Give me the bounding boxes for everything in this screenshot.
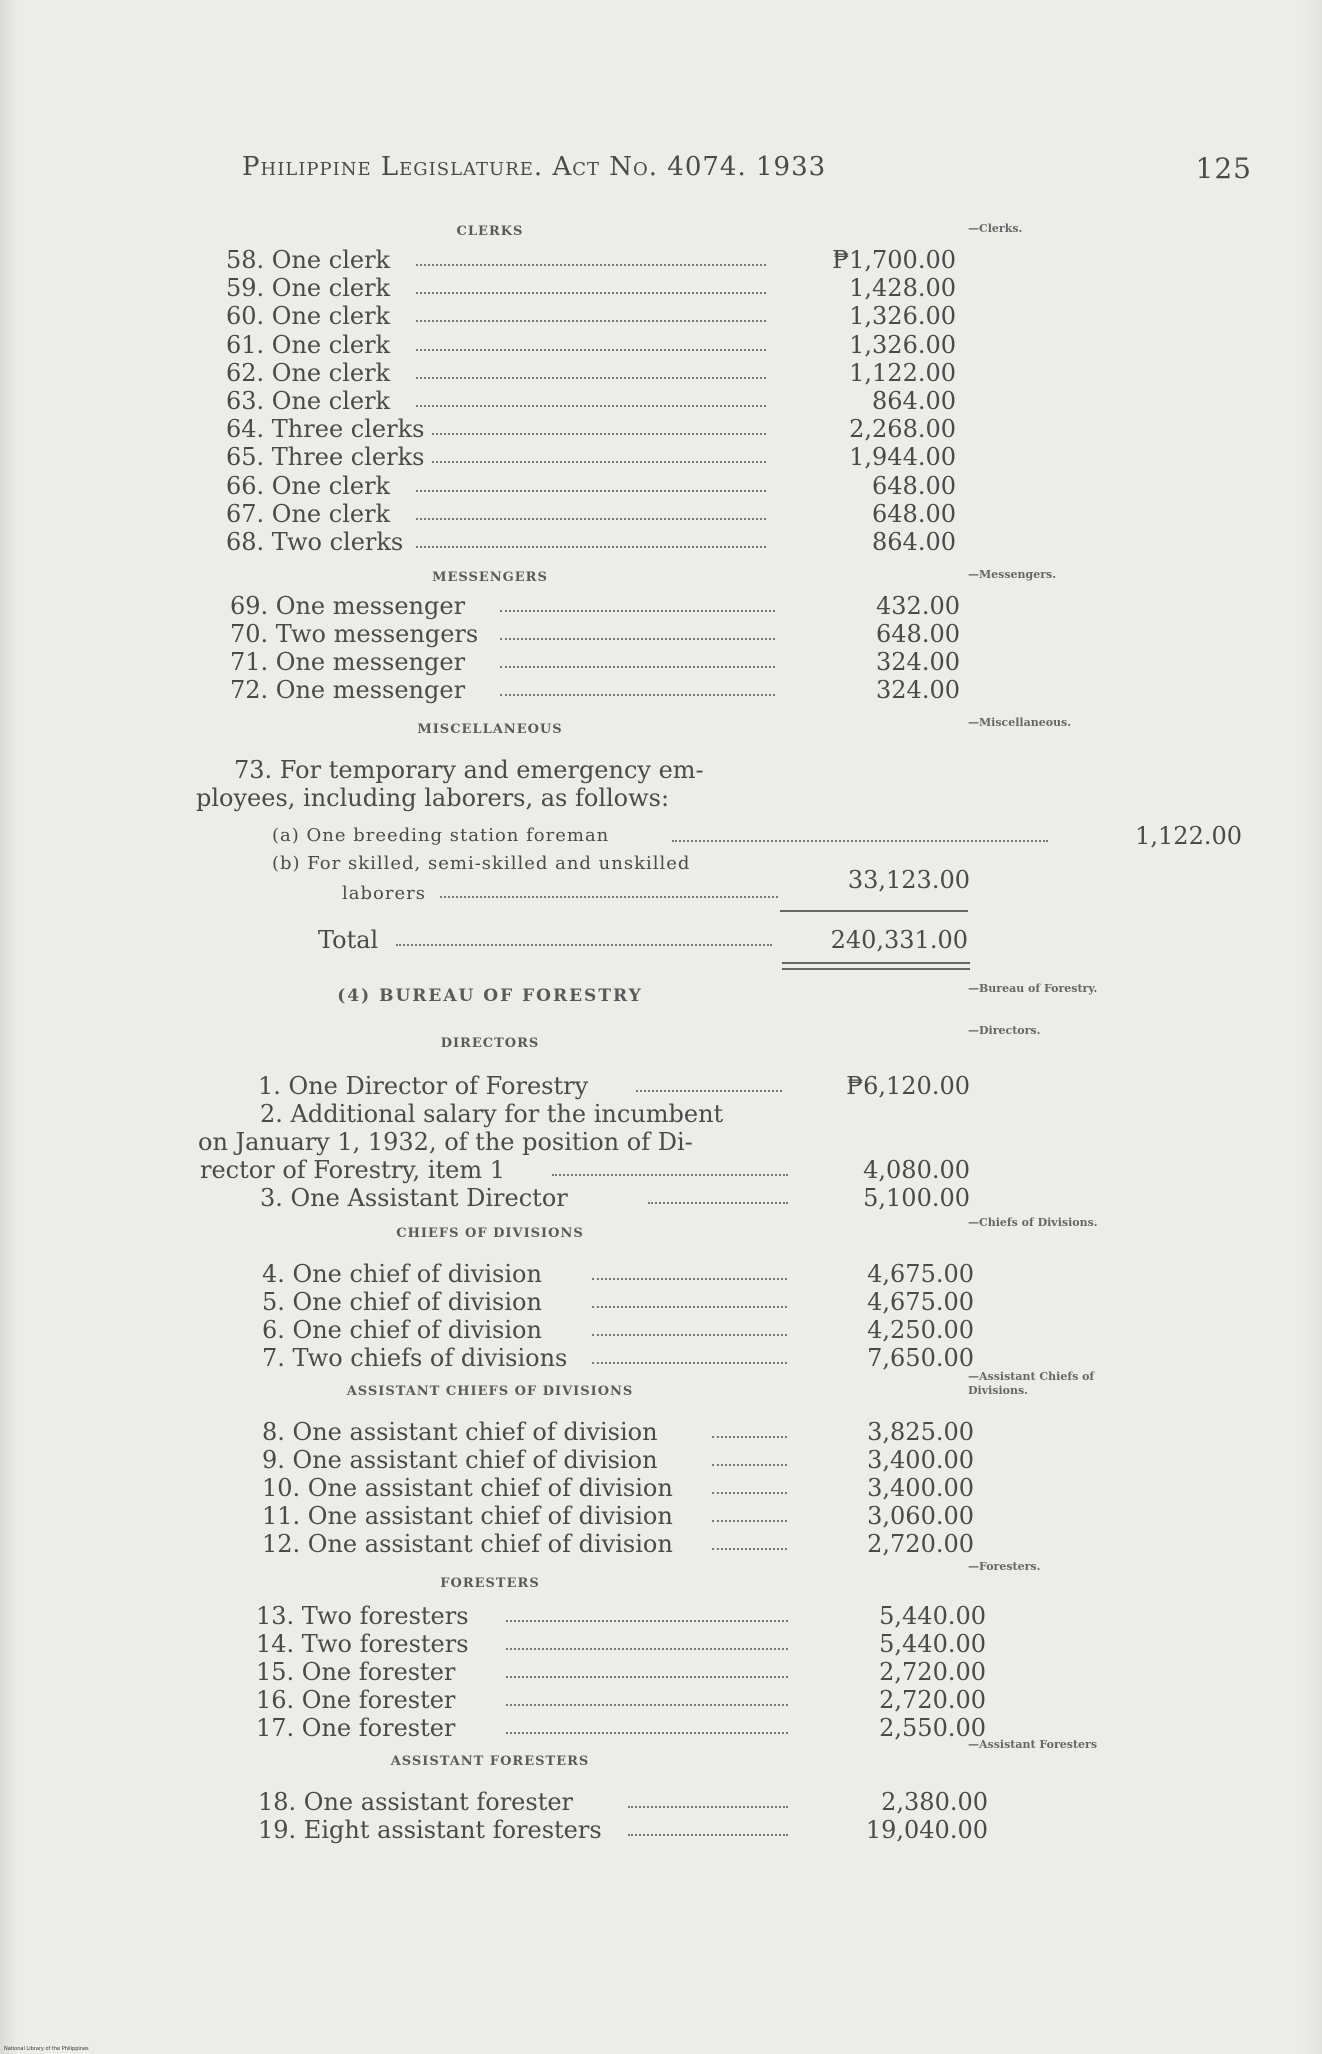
line-item bbox=[226, 302, 986, 330]
line-item-amount: 4,250.00 bbox=[867, 1316, 974, 1344]
leader-dots bbox=[628, 1800, 788, 1808]
line-item bbox=[258, 1816, 988, 1844]
leader-dots bbox=[592, 1328, 787, 1336]
leader-dots bbox=[416, 314, 766, 322]
line-item-amount: 1,944.00 bbox=[849, 443, 956, 471]
running-header bbox=[242, 152, 1252, 192]
leader-dots bbox=[416, 343, 766, 351]
leader-dots bbox=[712, 1458, 787, 1466]
total-double-rule-top bbox=[782, 962, 970, 964]
line-item bbox=[226, 472, 986, 500]
margin-note-assistant-chiefs-line-2: Divisions. bbox=[968, 1384, 1029, 1397]
line-item-label: 9. One assistant chief of division bbox=[262, 1446, 658, 1474]
misc-paragraph-line-2: ployees, including laborers, as follows: bbox=[196, 784, 670, 812]
leader-dots bbox=[712, 1542, 787, 1550]
line-item-label: 59. One clerk bbox=[226, 274, 391, 302]
misc-sub-b-line-2: laborers bbox=[342, 883, 426, 904]
line-item-amount: 2,380.00 bbox=[881, 1788, 988, 1816]
line-item bbox=[230, 676, 990, 704]
line-item bbox=[226, 246, 986, 274]
misc-sub-b-amount: 33,123.00 bbox=[847, 866, 970, 894]
leader-dots bbox=[672, 834, 1048, 842]
line-item bbox=[230, 620, 990, 648]
directors-item-2-line-2: on January 1, 1932, of the position of Di- bbox=[198, 1128, 693, 1156]
line-item-amount: 7,650.00 bbox=[867, 1344, 974, 1372]
line-item-label: 71. One messenger bbox=[230, 648, 466, 676]
line-item-label: 62. One clerk bbox=[226, 359, 391, 387]
misc-sub-b-amount-row bbox=[440, 866, 980, 894]
leader-dots bbox=[416, 484, 766, 492]
line-item bbox=[262, 1418, 982, 1446]
leader-dots bbox=[416, 258, 766, 266]
line-item-label: 19. Eight assistant foresters bbox=[258, 1816, 602, 1844]
margin-note-clerks: —Clerks. bbox=[968, 222, 1023, 235]
line-item-label: 61. One clerk bbox=[226, 331, 391, 359]
line-item bbox=[226, 331, 986, 359]
line-item-amount: 1,326.00 bbox=[849, 302, 956, 330]
line-item bbox=[226, 500, 986, 528]
line-item-amount: 19,040.00 bbox=[865, 1816, 988, 1844]
line-item bbox=[262, 1288, 982, 1316]
section-heading-miscellaneous: MISCELLANEOUS bbox=[417, 722, 563, 737]
leader-dots bbox=[416, 512, 766, 520]
leader-dots bbox=[500, 604, 775, 612]
leader-dots bbox=[628, 1828, 788, 1836]
margin-note-bureau-of-forestry: —Bureau of Forestry. bbox=[968, 982, 1098, 995]
directors-item-2-line-1: 2. Additional salary for the incumbent bbox=[260, 1100, 724, 1128]
leader-dots bbox=[416, 399, 766, 407]
leader-dots bbox=[592, 1272, 787, 1280]
line-item bbox=[262, 1344, 982, 1372]
line-item-amount: 432.00 bbox=[876, 592, 960, 620]
line-item-label: 10. One assistant chief of division bbox=[262, 1474, 673, 1502]
line-item bbox=[226, 387, 986, 415]
leader-dots bbox=[712, 1486, 787, 1494]
line-item-amount: 3,060.00 bbox=[867, 1502, 974, 1530]
section-heading-foresters: FORESTERS bbox=[440, 1576, 540, 1591]
margin-note-messengers: —Messengers. bbox=[968, 568, 1057, 581]
line-item bbox=[262, 1316, 982, 1344]
directors-item-3 bbox=[260, 1184, 980, 1212]
misc-sub-a-label: (a) One breeding station foreman bbox=[272, 825, 610, 846]
line-item-label: 6. One chief of division bbox=[262, 1316, 542, 1344]
line-item-amount: 648.00 bbox=[876, 620, 960, 648]
total-amount: 240,331.00 bbox=[830, 926, 968, 954]
line-item-amount: 5,440.00 bbox=[879, 1602, 986, 1630]
section-heading-bureau-of-forestry: (4) BUREAU OF FORESTRY bbox=[337, 986, 643, 1006]
line-item bbox=[226, 528, 986, 556]
line-item-amount: 2,268.00 bbox=[849, 415, 956, 443]
line-item bbox=[262, 1446, 982, 1474]
margin-note-foresters: —Foresters. bbox=[968, 1560, 1041, 1573]
line-item-label: 64. Three clerks bbox=[226, 415, 425, 443]
line-item-label: 70. Two messengers bbox=[230, 620, 479, 648]
line-item-amount: 2,720.00 bbox=[879, 1658, 986, 1686]
line-item bbox=[256, 1658, 986, 1686]
line-item-amount: 648.00 bbox=[872, 472, 956, 500]
section-heading-messengers: MESSENGERS bbox=[432, 570, 548, 585]
line-item-label: 58. One clerk bbox=[226, 246, 391, 274]
directors-item-1-amount: ₱6,120.00 bbox=[846, 1072, 970, 1100]
section-heading-clerks: CLERKS bbox=[456, 224, 524, 239]
line-item-label: 17. One forester bbox=[256, 1714, 456, 1742]
line-item-amount: 5,440.00 bbox=[879, 1630, 986, 1658]
line-item-label: 13. Two foresters bbox=[256, 1602, 469, 1630]
line-item bbox=[230, 648, 990, 676]
leader-dots bbox=[500, 632, 775, 640]
line-item bbox=[256, 1630, 986, 1658]
line-item-label: 68. Two clerks bbox=[226, 528, 404, 556]
line-item bbox=[226, 359, 986, 387]
line-item-amount: 3,400.00 bbox=[867, 1446, 974, 1474]
line-item-amount: ₱1,700.00 bbox=[832, 246, 956, 274]
section-heading-directors: DIRECTORS bbox=[440, 1036, 540, 1051]
line-item-label: 16. One forester bbox=[256, 1686, 456, 1714]
line-item-label: 8. One assistant chief of division bbox=[262, 1418, 658, 1446]
directors-item-1-label: 1. One Director of Forestry bbox=[258, 1072, 589, 1100]
line-item bbox=[262, 1530, 982, 1558]
misc-sub-b-line-1: (b) For skilled, semi-skilled and unskilled bbox=[272, 853, 691, 874]
line-item-label: 69. One messenger bbox=[230, 592, 466, 620]
line-item-label: 7. Two chiefs of divisions bbox=[262, 1344, 568, 1372]
leader-dots bbox=[592, 1300, 787, 1308]
line-item-amount: 4,675.00 bbox=[867, 1288, 974, 1316]
line-item-amount: 324.00 bbox=[876, 676, 960, 704]
leader-dots bbox=[592, 1356, 787, 1364]
leader-dots bbox=[506, 1614, 788, 1622]
line-item bbox=[256, 1686, 986, 1714]
total-label: Total bbox=[318, 926, 379, 954]
leader-dots bbox=[500, 660, 775, 668]
leader-dots bbox=[432, 427, 766, 435]
misc-sub-a-amount: 1,122.00 bbox=[1135, 822, 1242, 850]
line-item-label: 4. One chief of division bbox=[262, 1260, 542, 1288]
margin-note-chiefs-of-divisions: —Chiefs of Divisions. bbox=[968, 1216, 1098, 1229]
line-item-label: 72. One messenger bbox=[230, 676, 466, 704]
margin-note-assistant-chiefs-line-1: —Assistant Chiefs of bbox=[968, 1370, 1095, 1383]
line-item-label: 67. One clerk bbox=[226, 500, 391, 528]
line-item bbox=[262, 1260, 982, 1288]
leader-dots bbox=[506, 1642, 788, 1650]
leader-dots bbox=[416, 286, 766, 294]
line-item bbox=[230, 592, 990, 620]
line-item-label: 66. One clerk bbox=[226, 472, 391, 500]
leader-dots bbox=[636, 1084, 782, 1092]
line-item bbox=[262, 1474, 982, 1502]
line-item-amount: 2,720.00 bbox=[879, 1686, 986, 1714]
total-row bbox=[318, 926, 978, 954]
leader-dots bbox=[440, 890, 778, 898]
leader-dots bbox=[396, 938, 772, 946]
line-item-label: 11. One assistant chief of division bbox=[262, 1502, 673, 1530]
line-item bbox=[258, 1788, 988, 1816]
line-item-label: 14. Two foresters bbox=[256, 1630, 469, 1658]
line-item-amount: 2,720.00 bbox=[867, 1530, 974, 1558]
page-number: 125 bbox=[1195, 152, 1252, 185]
margin-note-miscellaneous: —Miscellaneous. bbox=[968, 716, 1072, 729]
line-item bbox=[226, 443, 986, 471]
line-item bbox=[256, 1714, 986, 1742]
margin-note-directors: —Directors. bbox=[968, 1024, 1041, 1037]
subtotal-rule bbox=[780, 910, 968, 912]
line-item bbox=[226, 415, 986, 443]
leader-dots bbox=[506, 1670, 788, 1678]
directors-item-1 bbox=[258, 1072, 978, 1100]
misc-paragraph-line-1: 73. For temporary and emergency em- bbox=[234, 756, 704, 784]
directors-item-2-last-line bbox=[200, 1156, 980, 1184]
leader-dots bbox=[648, 1196, 788, 1204]
line-item-amount: 1,428.00 bbox=[849, 274, 956, 302]
line-item-amount: 2,550.00 bbox=[879, 1714, 986, 1742]
leader-dots bbox=[552, 1168, 788, 1176]
directors-item-2-amount: 4,080.00 bbox=[863, 1156, 970, 1184]
misc-sub-a-row bbox=[272, 822, 1242, 850]
line-item-amount: 1,122.00 bbox=[849, 359, 956, 387]
line-item-label: 60. One clerk bbox=[226, 302, 391, 330]
leader-dots bbox=[712, 1430, 787, 1438]
line-item-label: 65. Three clerks bbox=[226, 443, 425, 471]
leader-dots bbox=[432, 455, 766, 463]
line-item-amount: 864.00 bbox=[872, 528, 956, 556]
line-item-label: 5. One chief of division bbox=[262, 1288, 542, 1316]
line-item-amount: 1,326.00 bbox=[849, 331, 956, 359]
margin-note-assistant-chiefs bbox=[968, 1370, 1178, 1398]
directors-item-3-label: 3. One Assistant Director bbox=[260, 1184, 568, 1212]
line-item-amount: 3,825.00 bbox=[867, 1418, 974, 1446]
header-title: Philippine Legislature. Act No. 4074. 1933 bbox=[242, 152, 827, 182]
leader-dots bbox=[416, 540, 766, 548]
line-item-label: 12. One assistant chief of division bbox=[262, 1530, 673, 1558]
scan-credit: National Library of the Philippines bbox=[4, 2046, 89, 2052]
line-item-amount: 324.00 bbox=[876, 648, 960, 676]
margin-note-assistant-foresters: —Assistant Foresters bbox=[968, 1738, 1098, 1751]
line-item-amount: 648.00 bbox=[872, 500, 956, 528]
leader-dots bbox=[712, 1514, 787, 1522]
line-item-amount: 864.00 bbox=[872, 387, 956, 415]
line-item-amount: 4,675.00 bbox=[867, 1260, 974, 1288]
leader-dots bbox=[416, 371, 766, 379]
section-heading-assistant-chiefs: ASSISTANT CHIEFS OF DIVISIONS bbox=[346, 1384, 634, 1399]
line-item-label: 15. One forester bbox=[256, 1658, 456, 1686]
line-item-amount: 3,400.00 bbox=[867, 1474, 974, 1502]
directors-item-2-line-3: rector of Forestry, item 1 bbox=[200, 1156, 505, 1184]
leader-dots bbox=[506, 1698, 788, 1706]
line-item-label: 18. One assistant forester bbox=[258, 1788, 574, 1816]
line-item bbox=[262, 1502, 982, 1530]
line-item bbox=[226, 274, 986, 302]
line-item bbox=[256, 1602, 986, 1630]
total-double-rule-bottom bbox=[782, 968, 970, 970]
line-item-label: 63. One clerk bbox=[226, 387, 391, 415]
leader-dots bbox=[500, 688, 775, 696]
section-heading-chiefs-of-divisions: CHIEFS OF DIVISIONS bbox=[396, 1226, 584, 1241]
directors-item-3-amount: 5,100.00 bbox=[863, 1184, 970, 1212]
section-heading-assistant-foresters: ASSISTANT FORESTERS bbox=[390, 1754, 590, 1769]
leader-dots bbox=[506, 1726, 788, 1734]
